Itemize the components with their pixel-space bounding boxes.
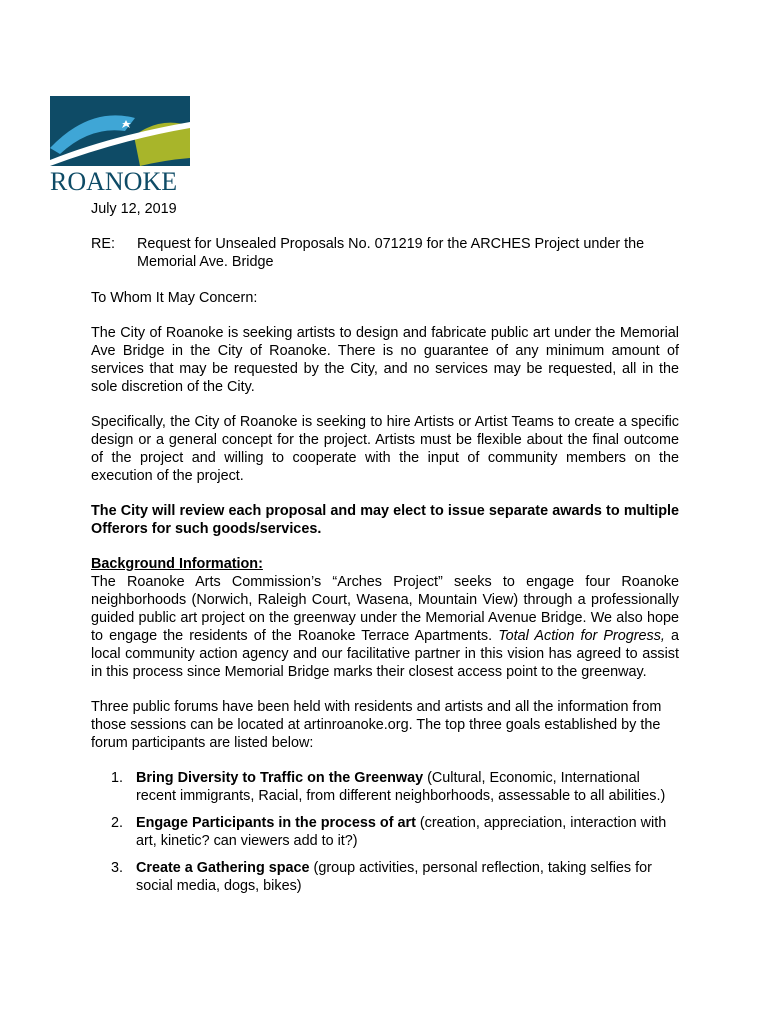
background-org-name: Total Action for Progress, (498, 628, 665, 644)
goal-detail: (Cultural, Economic, International recent immigrants, Racial, from different neighborhoods, assessable to all abilities.) (136, 770, 666, 804)
logo-wordmark: ROANOKE (50, 167, 178, 194)
paragraph-specifics: Specifically, the City of Roanoke is seeking to hire Artists or Artist Teams to create a specific design or a general concept for the project. Artists must be flexible about the final outcome of the project and willing to cooperate with the input of community members on the execution of the project. (91, 414, 679, 484)
goal-title: Bring Diversity to Traffic on the Greenway (136, 770, 424, 786)
list-item (91, 769, 679, 805)
letter-date: July 12, 2019 (91, 201, 177, 217)
paragraph-forums: Three public forums have been held with residents and artists and all the information from those sessions can be located at artinroanoke.org. The top three goals established by the forum participants are listed below: (91, 699, 662, 751)
background-section (91, 555, 679, 681)
goal-number: 1. (111, 770, 124, 786)
salutation: To Whom It May Concern: (91, 290, 258, 306)
list-item (91, 814, 679, 850)
goal-number: 3. (111, 860, 124, 876)
roanoke-logo-icon (50, 96, 190, 194)
re-label: RE: (91, 236, 115, 252)
roanoke-logo (50, 96, 190, 194)
goal-detail: (group activities, personal reflection, taking selfies for social media, dogs, bikes) (136, 860, 652, 894)
goal-title: Create a Gathering space (136, 860, 310, 876)
re-line (91, 235, 679, 271)
paragraph-awards-notice: The City will review each proposal and may elect to issue separate awards to multiple Offerors for such goods/services. (91, 503, 679, 537)
goal-detail: (creation, appreciation, interaction with art, kinetic? can viewers add to it?) (136, 815, 667, 849)
background-text-2: a local community action agency and our facilitative partner in this vision has agreed to assist in this process since Memorial Bridge marks their closest access point to the greenway. (91, 628, 679, 680)
background-heading: Background Information: (91, 556, 263, 572)
background-text-1: The Roanoke Arts Commission’s “Arches Project” seeks to engage four Roanoke neighborhoods (Norwich, Raleigh Court, Wasena, Mountain View) through a professionally guided public art project on the greenway under the Memorial Avenue Bridge. We also hope to engage the residents of the Roanoke Terrace Apartments. (91, 574, 679, 644)
goals-list (91, 769, 679, 895)
list-item (91, 859, 679, 895)
letter-body (91, 200, 679, 904)
goal-number: 2. (111, 815, 124, 831)
re-subject: Request for Unsealed Proposals No. 071219 for the ARCHES Project under the Memorial Ave. Bridge (137, 236, 645, 270)
goal-title: Engage Participants in the process of art (136, 815, 416, 831)
paragraph-intro: The City of Roanoke is seeking artists to design and fabricate public art under the Memorial Ave Bridge in the City of Roanoke. There is no guarantee of any minimum amount of services that may be requested by the City, and no services may be requested, all in the sole discretion of the City. (91, 325, 679, 395)
